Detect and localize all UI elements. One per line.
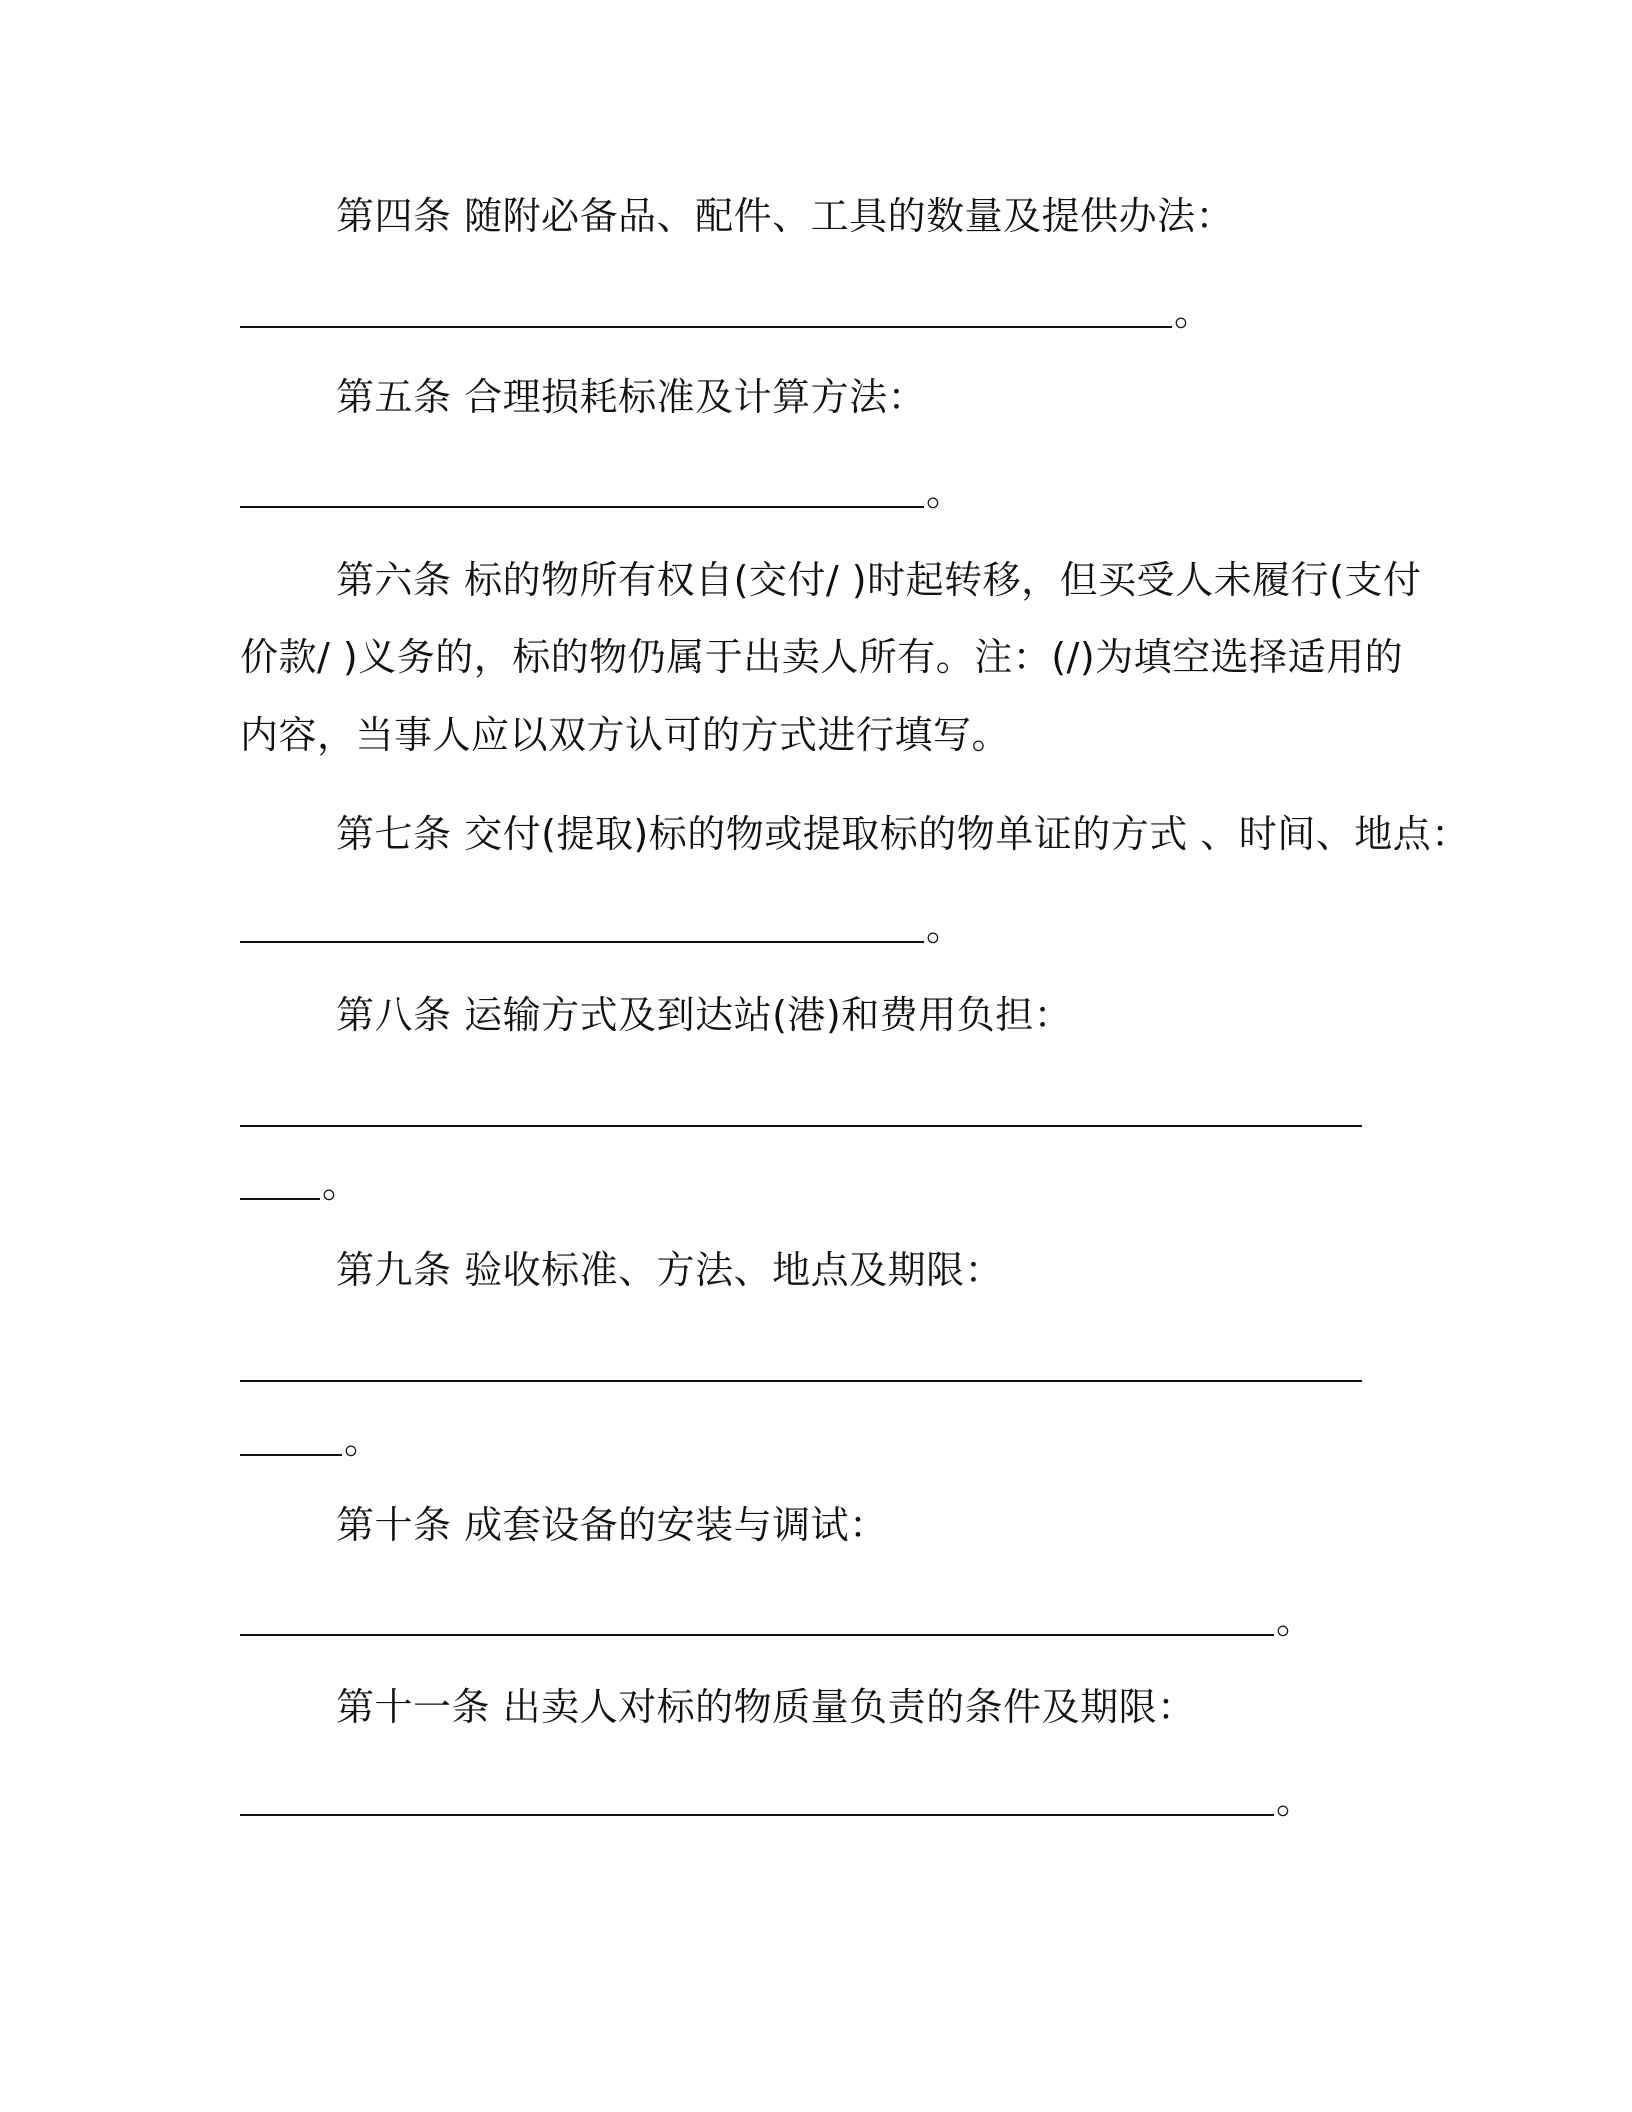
blank-underline [240, 1198, 320, 1200]
clause-9-fill-blank-line-2[interactable] [240, 1416, 382, 1464]
clause-8-heading: 第八条 运输方式及到达站(港)和费用负担： [336, 993, 1073, 1037]
clause-9-heading: 第九条 验收标准、方法、地点及期限： [336, 1248, 1004, 1292]
clause-7-end-mark: 。 [926, 905, 965, 949]
blank-underline [240, 941, 924, 943]
clause-8-end-mark: 。 [322, 1162, 361, 1206]
blank-underline [240, 1125, 1362, 1127]
clause-11-heading: 第十一条 出卖人对标的物质量负责的条件及期限： [336, 1685, 1196, 1729]
clause-4-heading: 第四条 随附必备品、配件、工具的数量及提供办法： [336, 194, 1235, 238]
clause-11-end-mark: 。 [1276, 1778, 1315, 1822]
clause-5-heading: 第五条 合理损耗标准及计算方法： [336, 375, 927, 419]
blank-underline [240, 326, 1172, 328]
clause-10-fill-blank[interactable] [240, 1596, 1314, 1644]
blank-underline [240, 506, 924, 508]
clause-9-fill-blank-line-1[interactable] [240, 1342, 1362, 1390]
clause-11-fill-blank[interactable] [240, 1776, 1314, 1824]
clause-4-end-mark: 。 [1174, 290, 1213, 334]
clause-7-heading: 第七条 交付(提取)标的物或提取标的物单证的方式 、时间、地点： [336, 812, 1470, 856]
clause-5-end-mark: 。 [926, 470, 965, 514]
clause-5-fill-blank[interactable] [240, 468, 964, 516]
clause-9-end-mark: 。 [344, 1418, 383, 1462]
clause-6-line-1: 第六条 标的物所有权自(交付/ )时起转移，但买受人未履行(支付 [336, 558, 1422, 602]
blank-underline [240, 1814, 1274, 1816]
clause-6-line-3: 内容，当事人应以双方认可的方式进行填写。 [240, 713, 1011, 757]
clause-10-heading: 第十条 成套设备的安装与调试： [336, 1503, 888, 1547]
clause-8-fill-blank-line-1[interactable] [240, 1087, 1362, 1135]
clause-6-line-2: 价款/ )义务的，标的物仍属于出卖人所有。注：(/)为填空选择适用的 [240, 635, 1404, 679]
clause-10-end-mark: 。 [1276, 1598, 1315, 1642]
blank-underline [240, 1634, 1274, 1636]
blank-underline [240, 1380, 1362, 1382]
blank-underline [240, 1454, 342, 1456]
clause-8-fill-blank-line-2[interactable] [240, 1160, 360, 1208]
clause-7-fill-blank[interactable] [240, 903, 964, 951]
clause-4-fill-blank[interactable] [240, 288, 1212, 336]
